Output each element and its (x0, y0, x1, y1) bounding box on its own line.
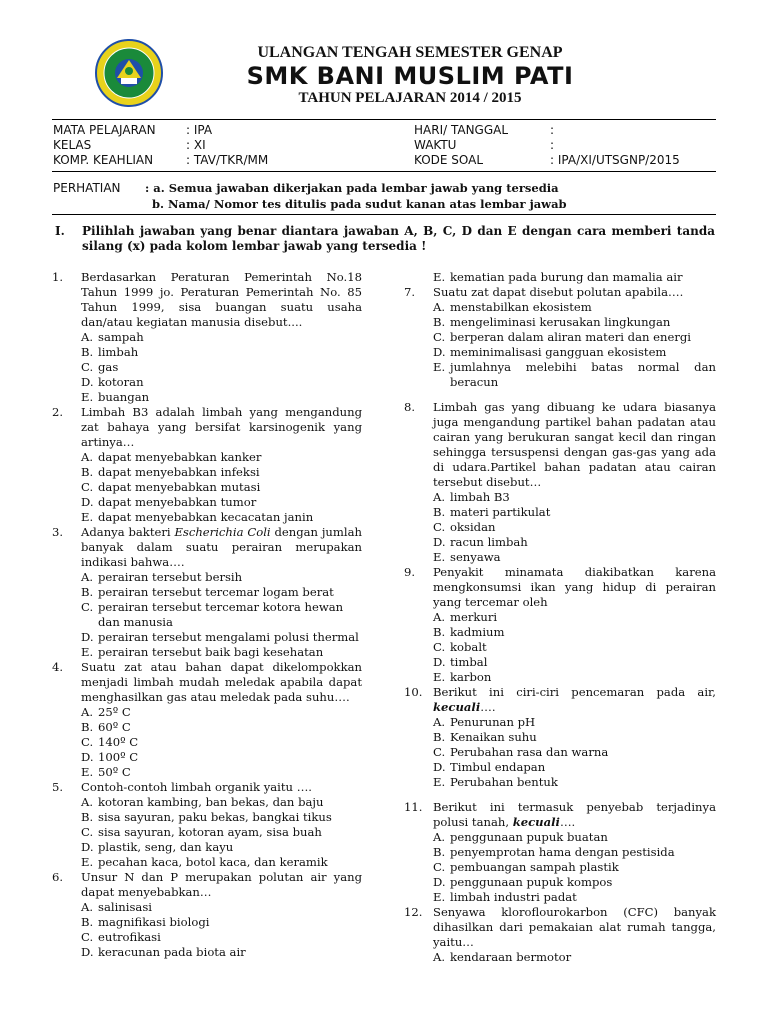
answer-option[interactable]: E. senyawa (433, 550, 501, 564)
question: 7. Suatu zat dapat disebut polutan apabila…. A. menstabilkan ekosistem B. mengeliminasi kerusakan lingkungan C. berperan dalam aliran materi dan energi D. meminimalisasi gangguan ekosistem E. jumlahnya melebihi batas normal dan beracun (404, 285, 716, 389)
answer-option[interactable]: E. dapat menyebabkan kecacatan janin (81, 510, 314, 524)
answer-option[interactable]: B. kadmium (433, 625, 505, 639)
answer-option[interactable]: A. merkuri (433, 610, 498, 624)
perhatian-b: b. Nama/ Nomor tes ditulis pada sudut kanan atas lembar jawab (152, 197, 567, 211)
answer-option[interactable]: A. kotoran kambing, ban bekas, dan baju (81, 795, 324, 809)
answer-option[interactable]: E. buangan (81, 390, 150, 404)
answer-option[interactable]: C. Perubahan rasa dan warna (433, 745, 609, 759)
question: 10. Berikut ini ciri-ciri pencemaran pada air, kecuali…. A. Penurunan pH B. Kenaikan suhu C. Perubahan rasa dan warna D. Timbul endapan E. Perubahan bentuk (404, 685, 716, 789)
question: 9. Penyakit minamata diakibatkan karena mengkonsumsi ikan yang hidup di perairan yang tercemar oleh A. merkuri B. kadmium C. kobalt D. timbal E. karbon (404, 565, 716, 684)
question: 8. Limbah gas yang dibuang ke udara biasanya juga mengandung partikel bahan padatan atau cairan yang berukuran sangat kecil dan ringan sehingga tersuspensi dengan gas-gas yang ada di udara.Partikel bahan padatan atau cairan tersebut disebut… A. limbah B3 B. materi partikulat C. oksidan D. racun limbah E. senyawa (404, 400, 716, 564)
info-row: HARI/ TANGGAL : (414, 123, 555, 137)
question-column-left (52, 270, 362, 960)
answer-option[interactable]: C. oksidan (433, 520, 496, 534)
answer-option[interactable]: E. jumlahnya melebihi batas normal dan beracun (433, 360, 716, 389)
question: 3. Adanya bakteri Escherichia Coli dengan jumlah banyak dalam suatu perairan merupakan indikasi bahwa…. A. perairan tersebut bersih B. perairan tersebut tercemar logam berat C. perairan tersebut tercemar kotora hewan dan manusia D. perairan tersebut mengalami polusi thermal E. perairan tersebut baik bagi kesehatan (52, 525, 362, 659)
answer-option[interactable]: C. sisa sayuran, kotoran ayam, sisa buah (81, 825, 322, 839)
answer-option[interactable]: B. sisa sayuran, paku bekas, bangkai tikus (81, 810, 332, 824)
answer-option[interactable]: A. menstabilkan ekosistem (433, 300, 592, 314)
answer-option[interactable]: C. dapat menyebabkan mutasi (81, 480, 261, 494)
answer-option[interactable]: D. kotoran (81, 375, 144, 389)
answer-option[interactable]: A. 25º C (81, 705, 131, 719)
answer-option[interactable]: B. 60º C (81, 720, 131, 734)
instruction (55, 224, 715, 254)
answer-option[interactable]: A. penggunaan pupuk buatan (433, 830, 608, 844)
answer-option[interactable]: D. plastik, seng, dan kayu (81, 840, 234, 854)
answer-option[interactable]: A. limbah B3 (433, 490, 510, 504)
answer-option[interactable]: D. keracunan pada biota air (81, 945, 246, 959)
academic-year: TAHUN PELAJARAN 2014 / 2015 (298, 90, 522, 106)
info-left (53, 123, 268, 168)
school-logo-icon (94, 38, 164, 108)
info-row: KOMP. KEAHLIAN : TAV/TKR/MM (53, 153, 269, 167)
info-row: WAKTU : (414, 138, 555, 152)
school-name: SMK BANI MUSLIM PATI (246, 62, 574, 90)
answer-option[interactable]: C. 140º C (81, 735, 139, 749)
question: 2. Limbah B3 adalah limbah yang mengandung zat bahaya yang bersifat karsinogenik yang artinya… A. dapat menyebabkan kanker B. dapat menyebabkan infeksi C. dapat menyebabkan mutasi D. dapat menyebabkan tumor E. dapat menyebabkan kecacatan janin (52, 405, 362, 524)
exam-title: ULANGAN TENGAH SEMESTER GENAP (257, 44, 563, 61)
answer-option[interactable]: A. sampah (81, 330, 144, 344)
answer-option[interactable]: E. perairan tersebut baik bagi kesehatan (81, 645, 324, 659)
perhatian-label: PERHATIAN (53, 181, 121, 195)
answer-option[interactable]: D. 100º C (81, 750, 139, 764)
answer-option[interactable]: B. materi partikulat (433, 505, 551, 519)
question-continuation (404, 270, 716, 285)
answer-option[interactable]: D. racun limbah (433, 535, 528, 549)
answer-option[interactable]: D. meminimalisasi gangguan ekosistem (433, 345, 667, 359)
question: 1. Berdasarkan Peraturan Pemerintah No.18 Tahun 1999 jo. Peraturan Pemerintah No. 85 Tahun 1999, sisa buangan suatu usaha dan/atau kegiatan manusia disebut.... A. sampah B. limbah C. gas D. kotoran E. buangan (52, 270, 362, 404)
answer-option[interactable]: C. berperan dalam aliran materi dan energi (433, 330, 691, 344)
answer-option[interactable]: E. limbah industri padat (433, 890, 577, 904)
answer-option[interactable]: A. salinisasi (81, 900, 152, 914)
answer-option[interactable]: B. dapat menyebabkan infeksi (81, 465, 260, 479)
answer-option[interactable]: A. dapat menyebabkan kanker (81, 450, 262, 464)
answer-option[interactable]: E. Perubahan bentuk (433, 775, 558, 789)
header-divider (52, 119, 716, 120)
answer-option[interactable]: B. magnifikasi biologi (81, 915, 210, 929)
question-column-right (404, 270, 716, 965)
instruction-number: I. (55, 224, 65, 238)
info-row: MATA PELAJARAN : IPA (53, 123, 213, 137)
answer-option[interactable]: C. perairan tersebut tercemar kotora hewan dan manusia (81, 600, 344, 629)
answer-option[interactable]: D. penggunaan pupuk kompos (433, 875, 613, 889)
answer-option[interactable]: C. eutrofikasi (81, 930, 161, 944)
info-row: KELAS : XI (53, 138, 206, 152)
answer-option[interactable]: A. perairan tersebut bersih (81, 570, 243, 584)
info-divider (52, 171, 716, 172)
perhatian-a: : a. Semua jawaban dikerjakan pada lembar jawab yang tersedia (145, 181, 559, 195)
answer-option[interactable]: B. mengeliminasi kerusakan lingkungan (433, 315, 671, 329)
info-row: KODE SOAL : IPA/XI/UTSGNP/2015 (414, 153, 680, 167)
answer-option[interactable]: E. pecahan kaca, botol kaca, dan keramik (81, 855, 328, 869)
answer-option[interactable]: C. gas (81, 360, 119, 374)
answer-option[interactable]: E. kematian pada burung dan mamalia air (433, 270, 683, 284)
answer-option[interactable]: B. limbah (81, 345, 139, 359)
answer-option[interactable]: C. pembuangan sampah plastik (433, 860, 619, 874)
answer-option[interactable]: D. perairan tersebut mengalami polusi thermal (81, 630, 359, 644)
answer-option[interactable]: B. perairan tersebut tercemar logam berat (81, 585, 334, 599)
answer-option[interactable]: D. timbal (433, 655, 488, 669)
perhatian-divider (52, 214, 716, 215)
answer-option[interactable]: B. Kenaikan suhu (433, 730, 537, 744)
answer-option[interactable]: C. kobalt (433, 640, 487, 654)
question: 11. Berikut ini termasuk penyebab terjadinya polusi tanah, kecuali…. A. penggunaan pupuk buatan B. penyemprotan hama dengan pestisida C. pembuangan sampah plastik D. penggunaan pupuk kompos E. limbah industri padat (404, 800, 716, 904)
answer-option[interactable]: A. Penurunan pH (433, 715, 536, 729)
question: 6. Unsur N dan P merupakan polutan air yang dapat menyebabkan… A. salinisasi B. magnifikasi biologi C. eutrofikasi D. keracunan pada biota air (52, 870, 362, 959)
instruction-text: Pilihlah jawaban yang benar diantara jawaban A, B, C, D dan E dengan cara memberi tanda silang (x) pada kolom lembar jawab yang tersedia ! (82, 224, 715, 253)
question: 5. Contoh-contoh limbah organik yaitu …. A. kotoran kambing, ban bekas, dan baju B. sisa sayuran, paku bekas, bangkai tikus C. sisa sayuran, kotoran ayam, sisa buah D. plastik, seng, dan kayu E. pecahan kaca, botol kaca, dan keramik (52, 780, 362, 870)
answer-option[interactable]: E. karbon (433, 670, 492, 684)
answer-option[interactable]: B. penyemprotan hama dengan pestisida (433, 845, 675, 859)
answer-option[interactable]: D. Timbul endapan (433, 760, 546, 774)
answer-option[interactable]: D. dapat menyebabkan tumor (81, 495, 257, 509)
answer-option[interactable]: A. kendaraan bermotor (433, 950, 572, 964)
question: 12. Senyawa kloroflourokarbon (CFC) banyak dihasilkan dari pemakaian alat rumah tangga, yaitu… A. kendaraan bermotor (404, 905, 716, 964)
info-right (414, 123, 680, 168)
question: 4. Suatu zat atau bahan dapat dikelompokkan menjadi limbah mudah meledak apabila dapat menghasilkan gas atau meledak pada suhu…. A. 25º C B. 60º C C. 140º C D. 100º C E. 50º C (52, 660, 362, 779)
answer-option[interactable]: E. 50º C (81, 765, 131, 779)
